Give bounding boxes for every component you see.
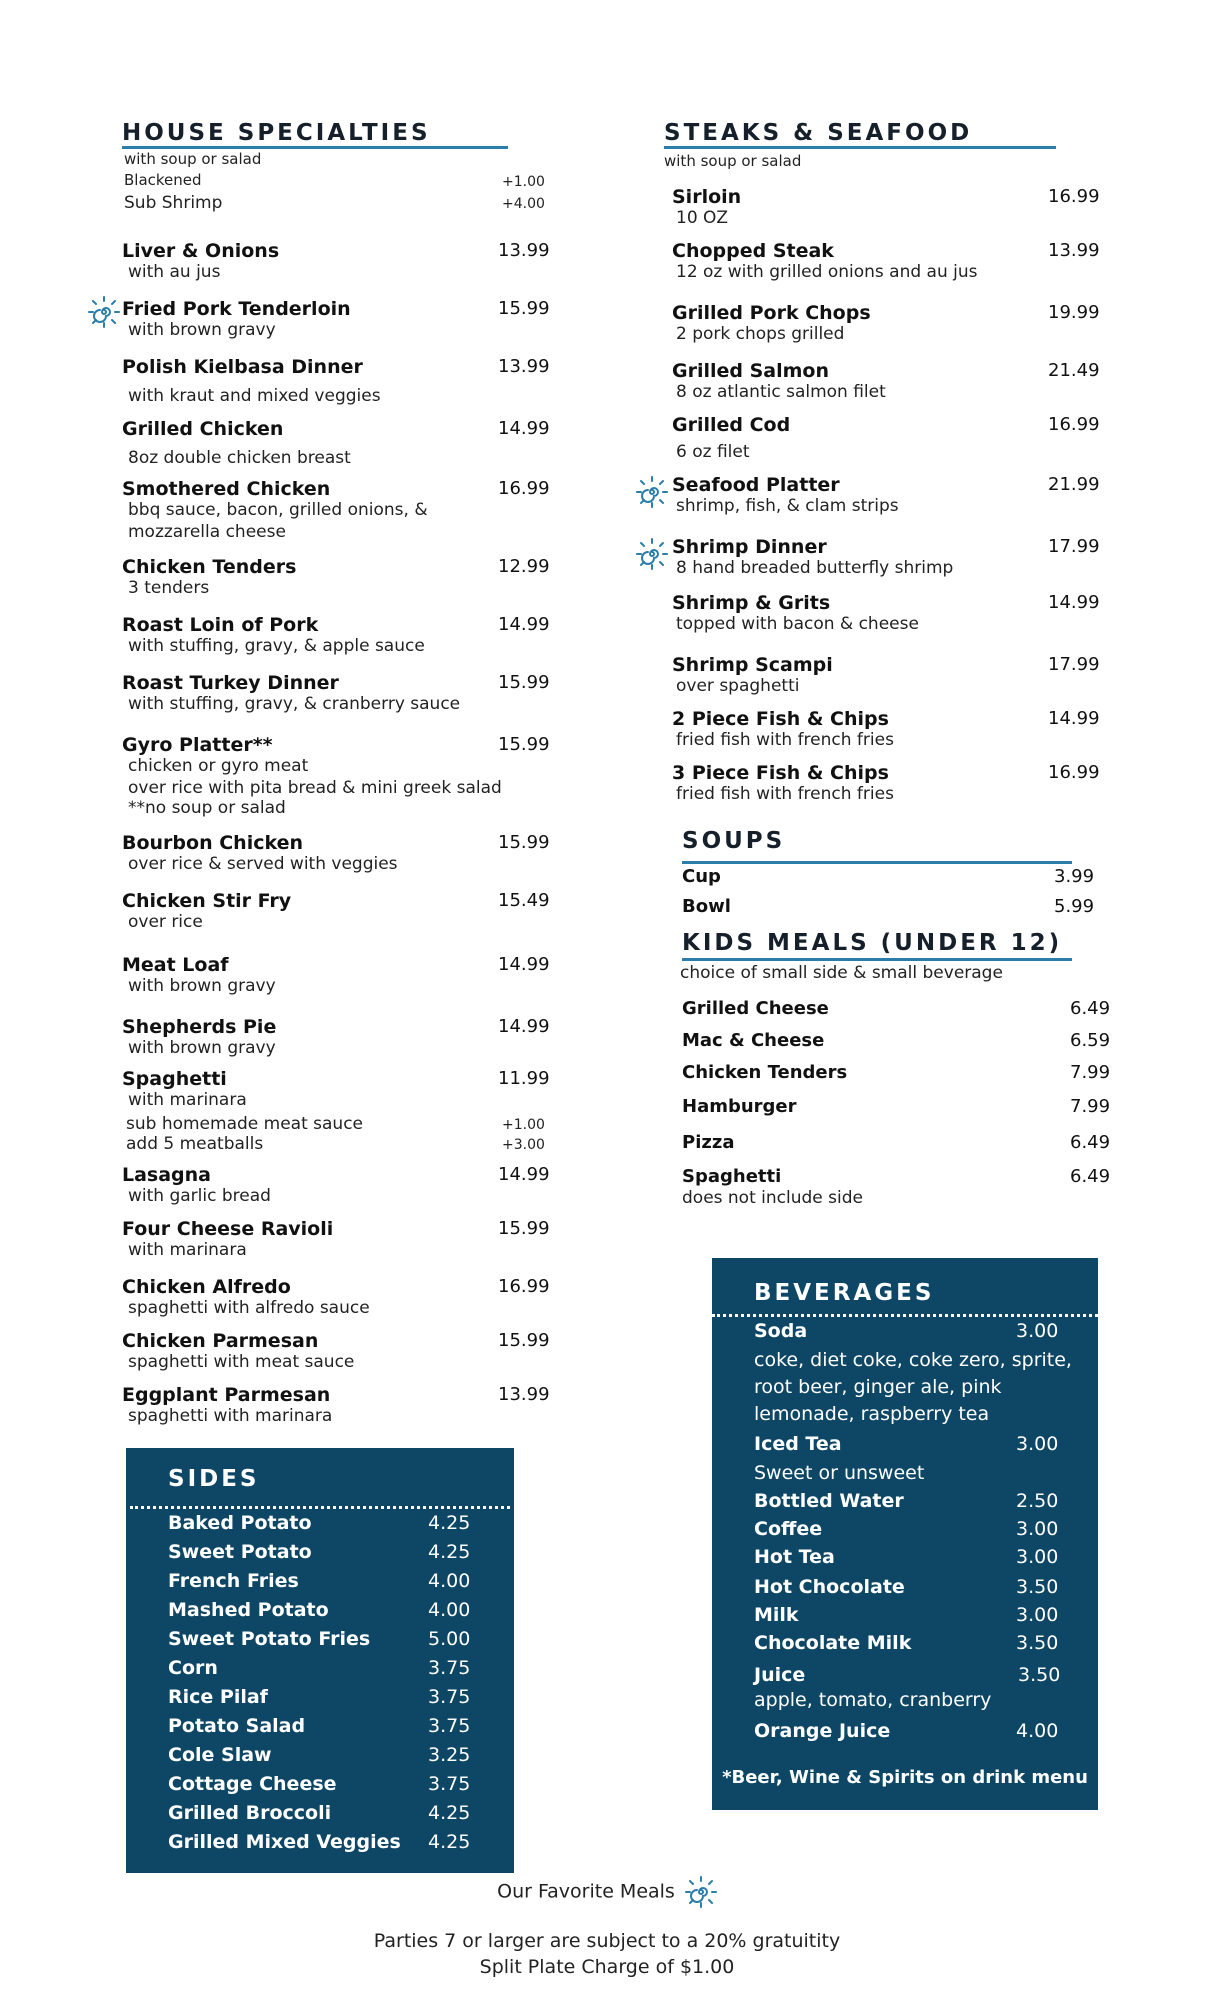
item-name: Hamburger [682,1096,797,1117]
item-price: 16.99 [1048,762,1100,783]
kids-note: choice of small side & small beverage [680,963,1003,983]
item-desc: 8 oz atlantic salmon filet [676,382,886,402]
item-name: Grilled Chicken [122,418,284,440]
item-price: 13.99 [1048,240,1100,261]
split-plate-note: Split Plate Charge of $1.00 [479,1956,735,1978]
item-price: 15.99 [498,1330,550,1351]
item-price: 15.99 [498,734,550,755]
item-name: Polish Kielbasa Dinner [122,356,363,378]
item-name: Roast Loin of Pork [122,614,319,636]
swirl-icon [636,538,668,570]
section-heading [664,120,972,146]
beverage-footnote: *Beer, Wine & Spirits on drink menu [722,1767,1088,1788]
item-name: Chicken Tenders [682,1062,848,1083]
side-name: Grilled Mixed Veggies [168,1831,401,1853]
bev-price: 3.00 [1016,1518,1059,1540]
side-name: Cole Slaw [168,1744,272,1766]
item-name: Liver & Onions [122,240,280,262]
item-desc: over rice [128,912,203,932]
item-desc: 12 oz with grilled onions and au jus [676,262,978,282]
item-name: Cup [682,866,721,887]
bev-name: Milk [754,1604,799,1626]
item-name: Chopped Steak [672,240,834,262]
item-name: Spaghetti [682,1166,782,1187]
item-name: Smothered Chicken [122,478,331,500]
item-price: 13.99 [498,240,550,261]
item-name: Roast Turkey Dinner [122,672,339,694]
item-name: Seafood Platter [672,474,840,496]
side-name: Cottage Cheese [168,1773,337,1795]
bev-price: 3.00 [1016,1604,1059,1626]
sub-shrimp-price: +4.00 [502,196,545,212]
item-desc: chicken or gyro meat [128,756,309,776]
item-desc: with au jus [128,262,221,282]
side-price: 5.00 [428,1628,471,1650]
bev-soda-price: 3.00 [1016,1320,1059,1342]
bev-name: Coffee [754,1518,823,1540]
beverages-divider [712,1314,1098,1317]
item-name: Shepherds Pie [122,1016,277,1038]
item-price: 3.99 [1054,866,1095,887]
bev-name: Bottled Water [754,1490,904,1512]
item-name: Mac & Cheese [682,1030,825,1051]
addon-label: sub homemade meat sauce [126,1114,364,1134]
sides-box [126,1448,514,1873]
bev-soda-desc-2: root beer, ginger ale, pink [754,1376,1002,1398]
item-price: 14.99 [498,418,550,439]
item-desc: with garlic bread [128,1186,271,1206]
bev-name: Hot Tea [754,1546,835,1568]
steaks-note: with soup or salad [664,152,802,170]
sub-shrimp-label: Sub Shrimp [124,193,223,213]
item-price: 12.99 [498,556,550,577]
bev-soda-desc-3: lemonade, raspberry tea [754,1403,990,1425]
item-price: 7.99 [1070,1062,1111,1083]
favorite-legend [0,1876,1214,1908]
item-desc: 8oz double chicken breast [128,448,351,468]
side-name: Corn [168,1657,218,1679]
house-specialties-title: HOUSE SPECIALTIES [122,120,431,146]
item-price: 15.99 [498,832,550,853]
item-price: 13.99 [498,1384,550,1405]
steaks-title: STEAKS & SEAFOOD [664,120,973,146]
side-price: 3.75 [428,1773,471,1795]
side-price: 3.75 [428,1686,471,1708]
bev-soda: Soda [754,1320,808,1342]
item-price: 6.49 [1070,998,1111,1019]
bev-name: Chocolate Milk [754,1632,912,1654]
item-price: 16.99 [498,1276,550,1297]
item-price: 14.99 [1048,708,1100,729]
item-price: 14.99 [1048,592,1100,613]
side-price: 3.75 [428,1657,471,1679]
item-name: Grilled Salmon [672,360,830,382]
swirl-icon [88,296,120,328]
item-price: 6.49 [1070,1132,1111,1153]
favorite-legend-label: Our Favorite Meals [497,1880,675,1903]
item-price: 15.99 [498,298,550,319]
item-price: 5.99 [1054,896,1095,917]
bev-iced-tea-price: 3.00 [1016,1433,1059,1455]
item-name: Meat Loaf [122,954,229,976]
swirl-icon [636,476,668,508]
item-name: Four Cheese Ravioli [122,1218,334,1240]
item-price: 16.99 [498,478,550,499]
item-name: 2 Piece Fish & Chips [672,708,889,730]
item-name: Shrimp Dinner [672,536,827,558]
side-name: Rice Pilaf [168,1686,268,1708]
item-desc: with stuffing, gravy, & apple sauce [128,636,425,656]
side-price: 3.25 [428,1744,471,1766]
item-desc: fried fish with french fries [676,784,894,804]
bev-price: 3.50 [1016,1632,1059,1654]
side-name: Potato Salad [168,1715,306,1737]
item-desc: over rice with pita bread & mini greek salad [128,778,502,798]
kids-title: KIDS MEALS (UNDER 12) [682,930,1063,956]
bev-price: 3.50 [1016,1576,1059,1598]
gratuity-note: Parties 7 or larger are subject to a 20% gratuitity [373,1930,841,1952]
item-price: 17.99 [1048,654,1100,675]
item-desc: topped with bacon & cheese [676,614,919,634]
item-name: Eggplant Parmesan [122,1384,331,1406]
heading-rule [664,146,1056,149]
item-desc: 10 OZ [676,208,729,228]
item-desc: shrimp, fish, & clam strips [676,496,899,516]
item-price: 6.59 [1070,1030,1111,1051]
item-desc: mozzarella cheese [128,522,286,542]
side-price: 3.75 [428,1715,471,1737]
item-desc: spaghetti with alfredo sauce [128,1298,370,1318]
swirl-icon [685,1876,717,1908]
item-price: 17.99 [1048,536,1100,557]
side-name: Grilled Broccoli [168,1802,332,1824]
beverages-title: BEVERAGES [754,1280,935,1306]
item-price: 21.49 [1048,360,1100,381]
item-desc: spaghetti with marinara [128,1406,333,1426]
item-desc: 2 pork chops grilled [676,324,845,344]
item-name: Grilled Pork Chops [672,302,871,324]
side-price: 4.25 [428,1541,471,1563]
bev-price: 3.00 [1016,1546,1059,1568]
item-price: 16.99 [1048,414,1100,435]
item-name: Grilled Cheese [682,998,829,1019]
item-price: 11.99 [498,1068,550,1089]
bev-price: 2.50 [1016,1490,1059,1512]
bev-soda-desc-1: coke, diet coke, coke zero, sprite, [754,1349,1072,1371]
item-desc: 3 tenders [128,578,210,598]
item-name: Gyro Platter** [122,734,273,756]
side-name: French Fries [168,1570,299,1592]
item-desc: with brown gravy [128,320,276,340]
side-price: 4.00 [428,1570,471,1592]
item-name: Pizza [682,1132,735,1153]
item-name: Chicken Tenders [122,556,297,578]
item-price: 19.99 [1048,302,1100,323]
side-name: Baked Potato [168,1512,312,1534]
blackened-label: Blackened [124,171,202,189]
item-desc: over spaghetti [676,676,800,696]
side-price: 4.00 [428,1599,471,1621]
item-name: Sirloin [672,186,742,208]
item-desc: with brown gravy [128,1038,276,1058]
item-name: Bourbon Chicken [122,832,304,854]
house-note: with soup or salad [124,150,262,168]
item-desc: **no soup or salad [128,798,286,818]
side-price: 4.25 [428,1831,471,1853]
item-price: 16.99 [1048,186,1100,207]
soups-title: SOUPS [682,828,786,854]
item-price: 6.49 [1070,1166,1111,1187]
item-name: Chicken Stir Fry [122,890,292,912]
item-price: 7.99 [1070,1096,1111,1117]
item-desc: with marinara [128,1240,247,1260]
item-name: Lasagna [122,1164,212,1186]
side-price: 4.25 [428,1802,471,1824]
item-name: Chicken Alfredo [122,1276,291,1298]
item-price: 21.99 [1048,474,1100,495]
bev-orange-juice-price: 4.00 [1016,1720,1059,1742]
item-name: 3 Piece Fish & Chips [672,762,889,784]
beverages-box [712,1258,1098,1810]
item-price: 15.49 [498,890,550,911]
item-desc: with marinara [128,1090,247,1110]
heading-rule [122,146,508,149]
bev-juice-price: 3.50 [1018,1664,1061,1686]
item-price: 15.99 [498,1218,550,1239]
item-desc: spaghetti with meat sauce [128,1352,355,1372]
side-name: Mashed Potato [168,1599,329,1621]
item-desc: with brown gravy [128,976,276,996]
item-desc: 8 hand breaded butterfly shrimp [676,558,954,578]
item-name: Chicken Parmesan [122,1330,319,1352]
bev-juice-desc: apple, tomato, cranberry [754,1689,992,1711]
addon-price: +1.00 [502,1117,545,1133]
item-desc: over rice & served with veggies [128,854,398,874]
addon-price: +3.00 [502,1137,545,1153]
item-price: 14.99 [498,1164,550,1185]
item-desc: fried fish with french fries [676,730,894,750]
item-desc: bbq sauce, bacon, grilled onions, & [128,500,428,520]
addon-label: add 5 meatballs [126,1134,264,1154]
item-desc: with stuffing, gravy, & cranberry sauce [128,694,461,714]
item-desc: does not include side [682,1188,863,1208]
item-price: 15.99 [498,672,550,693]
section-heading [682,828,785,854]
heading-rule [682,958,1072,961]
item-name: Shrimp & Grits [672,592,831,614]
item-desc: with kraut and mixed veggies [128,386,381,406]
section-heading [682,930,1062,956]
item-price: 14.99 [498,1016,550,1037]
item-name: Shrimp Scampi [672,654,833,676]
item-name: Grilled Cod [672,414,791,436]
item-price: 14.99 [498,954,550,975]
item-name: Spaghetti [122,1068,227,1090]
sides-title: SIDES [168,1466,260,1492]
item-desc: 6 oz filet [676,442,750,462]
item-price: 13.99 [498,356,550,377]
heading-rule [682,861,1072,864]
bev-iced-tea-desc: Sweet or unsweet [754,1462,925,1484]
bev-orange-juice: Orange Juice [754,1720,891,1742]
item-price: 14.99 [498,614,550,635]
side-name: Sweet Potato Fries [168,1628,371,1650]
bev-iced-tea: Iced Tea [754,1433,842,1455]
item-name: Bowl [682,896,731,917]
side-price: 4.25 [428,1512,471,1534]
bev-juice: Juice [754,1664,806,1686]
sides-divider [130,1506,510,1509]
bev-name: Hot Chocolate [754,1576,905,1598]
section-heading [122,120,431,146]
side-name: Sweet Potato [168,1541,312,1563]
item-name: Fried Pork Tenderloin [122,298,351,320]
blackened-price: +1.00 [502,174,545,190]
